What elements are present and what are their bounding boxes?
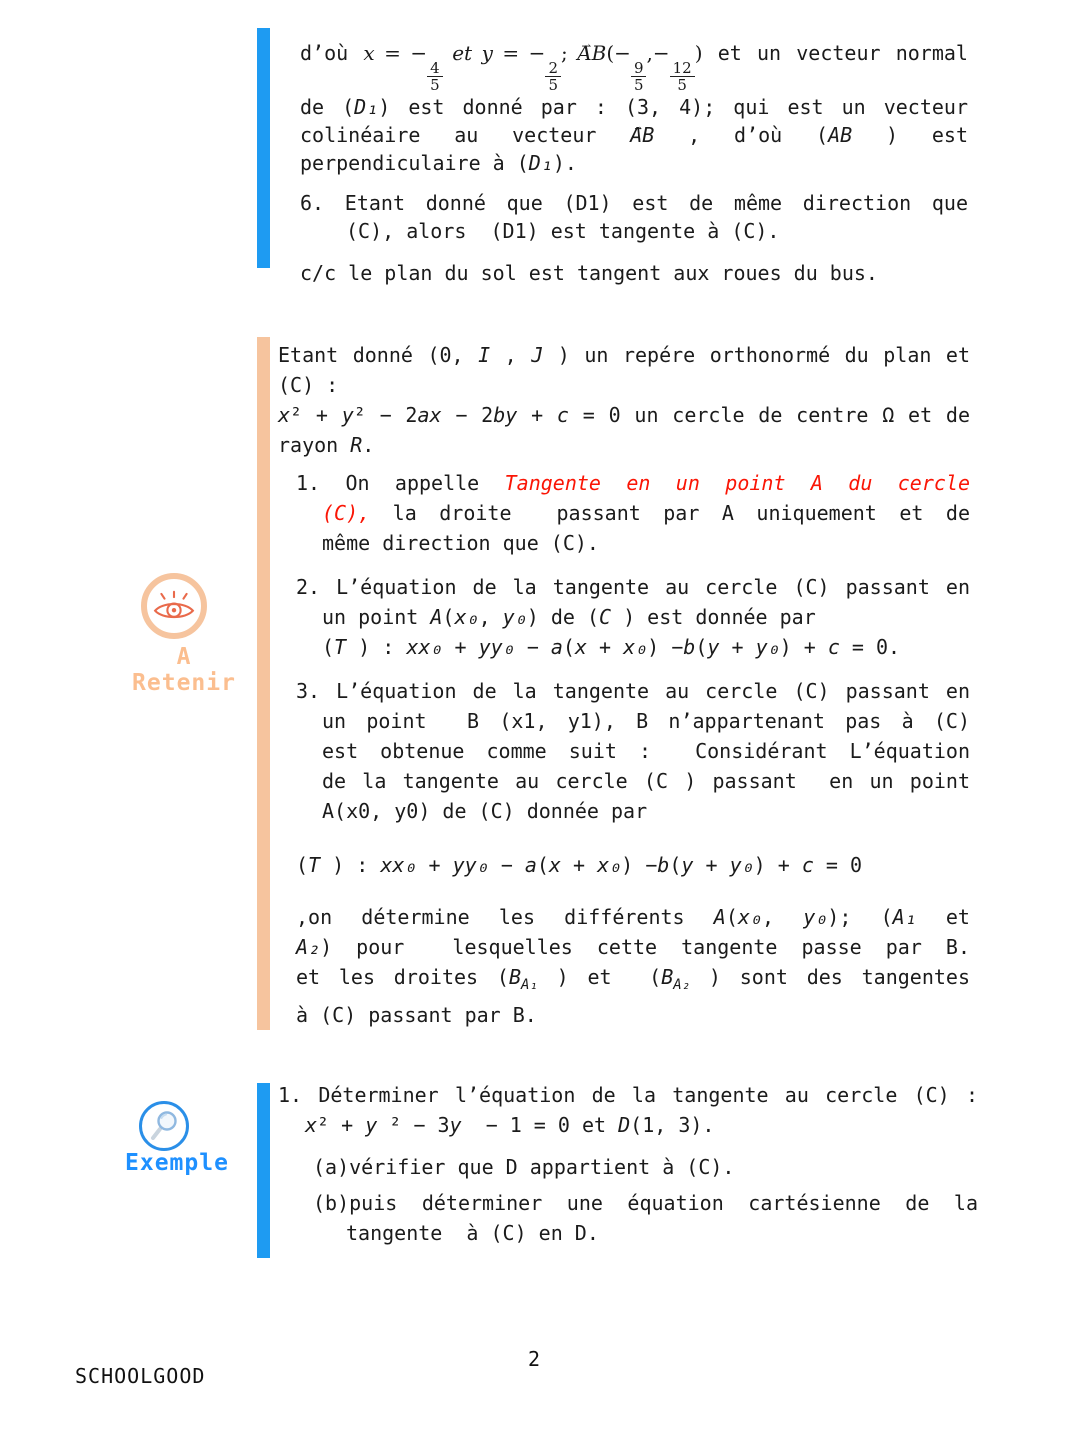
text-run: ,− (646, 41, 670, 65)
text-line (300, 189, 968, 217)
text-run: ) est donnée par (611, 605, 816, 629)
text-run: xx₀ (380, 853, 417, 877)
text-run: ( (322, 635, 335, 659)
text-line (278, 902, 970, 932)
text-line (300, 149, 968, 177)
exemple-text-block (278, 1080, 978, 1248)
text-run: ) − (621, 853, 658, 877)
text-run: ) sont des tangentes (690, 965, 970, 989)
text-run: colinéaire au vecteur (300, 123, 631, 148)
text-run: C (599, 605, 612, 629)
text-line (278, 1152, 978, 1182)
text-run: ). (552, 151, 577, 176)
text-run: (1, 3). (630, 1113, 715, 1137)
text-run: y₀ (803, 905, 828, 929)
text-line (300, 121, 968, 149)
accent-bar-exemple (257, 1083, 270, 1258)
text-run: x (278, 403, 291, 427)
text-line (278, 632, 970, 662)
text-run: , (478, 605, 503, 629)
text-run: , d’où ( (654, 123, 829, 148)
text-run: a (550, 635, 563, 659)
text-run: T (308, 853, 321, 877)
text-run: + (560, 853, 598, 877)
text-run: c/c le plan du sol est tangent aux roues du bus. (300, 261, 878, 286)
text-run: I (478, 343, 491, 367)
text-run: ) pour lesquelles cette tangente passe par B. (320, 935, 970, 959)
text-run: + (416, 853, 453, 877)
text-run: et les droites ( (296, 965, 509, 989)
text-run: + (693, 853, 730, 877)
text-run: (a)vérifier que D appartient à (C). (313, 1155, 735, 1179)
text-run: y (681, 853, 694, 877)
text-run: B (508, 965, 521, 989)
text-run: x (574, 635, 587, 659)
text-line (278, 1110, 978, 1140)
text-run: + (719, 635, 756, 659)
text-run: y (365, 1113, 378, 1137)
text-run: ) et ( (537, 965, 662, 989)
text-run: . (362, 433, 375, 457)
text-run: (C), alors (D1) est tangente à (C). (346, 219, 780, 244)
text-run: − 1 = 0 et (461, 1113, 619, 1137)
text-run: ² − 3 (377, 1113, 450, 1137)
text-run: 1. On appelle (296, 471, 505, 495)
text-run: ) + (779, 635, 828, 659)
text-run: J (531, 343, 544, 367)
text-run: y₀ (502, 605, 527, 629)
text-run: c (801, 853, 814, 877)
text-line (300, 30, 968, 93)
text-run: A₁ (892, 905, 917, 929)
text-line (300, 259, 968, 287)
text-run: A₂ (296, 935, 321, 959)
text-run: ax (417, 403, 442, 427)
text-line (278, 370, 970, 400)
text-run: est obtenue comme suit : Considérant L’équation (322, 739, 970, 763)
text-line (278, 468, 970, 498)
text-run: un point (322, 605, 431, 629)
text-run: T (334, 635, 347, 659)
text-run: (C), (322, 501, 371, 525)
text-run: + (586, 635, 624, 659)
text-run: yy₀ (478, 635, 515, 659)
text-line (278, 1080, 978, 1110)
text-line (278, 850, 970, 880)
text-run: D (618, 1113, 631, 1137)
text-run: ,on détermine les différents (296, 905, 714, 929)
text-run: by (493, 403, 518, 427)
text-run: B (661, 965, 674, 989)
text-run: y₀ (755, 635, 780, 659)
text-run: , (490, 343, 532, 367)
text-run: x₀ (597, 853, 622, 877)
text-run: de ( (300, 95, 355, 120)
accent-bar-solution (257, 28, 270, 268)
magnifier-icon-glyph (147, 1109, 181, 1143)
text-run: x = − (363, 41, 428, 65)
text-run: à (C) passant par B. (296, 1002, 537, 1027)
footer-brand: SCHOOLGOOD (75, 1364, 206, 1388)
text-line (278, 1188, 978, 1218)
text-run: y₀ (729, 853, 754, 877)
text-line (300, 217, 968, 245)
text-run: = 0. (839, 635, 901, 659)
text-line (278, 766, 970, 796)
text-line (278, 962, 970, 1000)
text-run: rayon (278, 433, 351, 457)
text-run: et y = − (442, 41, 546, 65)
text-run: ( (296, 853, 309, 877)
magnifier-icon (139, 1101, 189, 1151)
text-run: ( (695, 635, 708, 659)
text-line (278, 498, 970, 528)
text-run: ² − 2 (353, 403, 418, 427)
text-line (278, 340, 970, 370)
text-run: Etant donné (0, (278, 343, 479, 367)
text-line (278, 528, 970, 558)
text-run: b (683, 635, 696, 659)
text-run: A₁ (520, 976, 538, 993)
fraction: $\frac{12}{5}$ (670, 60, 695, 93)
text-run: Tangente en un point A du cercle (504, 471, 971, 495)
page-number: 2 (528, 1347, 541, 1371)
text-run: (b)puis déterminer une équation cartésienne de la (313, 1191, 978, 1215)
text-run: ; (560, 41, 578, 65)
text-run: ) : (346, 635, 407, 659)
text-run: x₀ (454, 605, 479, 629)
text-run: A (713, 905, 726, 929)
text-run: et un vecteur normal (702, 41, 968, 65)
text-run: ); ( (827, 905, 893, 929)
text-line (278, 400, 970, 430)
text-run: − (514, 635, 551, 659)
text-run: y (449, 1113, 462, 1137)
text-run: (C) : (278, 373, 339, 397)
text-run: A (430, 605, 443, 629)
text-run: xx₀ (406, 635, 443, 659)
text-run: x (305, 1113, 318, 1137)
text-run: ) est (852, 123, 969, 148)
text-run: ) de ( (526, 605, 599, 629)
text-run: ² + (317, 1113, 366, 1137)
text-run: ( (669, 853, 682, 877)
text-run: un point B (x1, y1), B n’appartenant pas à (C) (322, 709, 970, 733)
text-run: 1. Déterminer l’équation de la tangente au cercle (C) : (278, 1083, 978, 1107)
fraction: $\frac{9}{5}$ (631, 60, 647, 93)
text-run: ² + (290, 403, 342, 427)
text-run: ( (725, 905, 738, 929)
text-run: = 0 (813, 853, 863, 877)
text-run: ) est donné par : (3, 4); qui est un vecteur (378, 95, 968, 120)
text-run: + (442, 635, 479, 659)
text-run: AB (828, 123, 853, 148)
text-run: R (350, 433, 363, 457)
text-run: perpendiculaire à ( (300, 151, 529, 176)
text-run: + (517, 403, 557, 427)
text-run: A(x0, y0) de (C) donnée par (322, 799, 648, 823)
text-run: A₂ (673, 976, 691, 993)
text-run: ) − (647, 635, 684, 659)
text-run: ) (694, 41, 703, 65)
text-run: c (827, 635, 840, 659)
text-run: x (548, 853, 561, 877)
text-run: x₀ (737, 905, 762, 929)
text-run: ) : (320, 853, 381, 877)
accent-bar-retenir (257, 337, 270, 1030)
text-run: ) + (753, 853, 802, 877)
text-run: la droite passant par A uniquement et de (370, 501, 970, 525)
text-run: = 0 un cercle de centre Ω et de (568, 403, 970, 427)
text-line (278, 602, 970, 632)
text-run: même direction que (C). (322, 531, 599, 555)
text-run: AB ⇀ (630, 121, 654, 149)
fraction: $\frac{2}{5}$ (545, 60, 561, 93)
retenir-text-block (278, 340, 970, 1030)
text-line (278, 736, 970, 766)
text-run: ( (562, 635, 575, 659)
text-run: D₁ (528, 151, 553, 176)
text-line (278, 1000, 970, 1030)
text-run: a (524, 853, 537, 877)
text-run: (− (606, 41, 631, 65)
text-line (278, 430, 970, 460)
text-run: 3. L’équation de la tangente au cercle (C) passant en (296, 679, 970, 703)
text-run: ) un repére orthonormé du plan et (543, 343, 970, 367)
text-run: , (761, 905, 804, 929)
text-run: 6. Etant donné que (D1) est de même direction que (300, 191, 968, 216)
text-run: tangente à (C) en D. (346, 1221, 599, 1245)
text-line (278, 706, 970, 736)
text-run: et (916, 905, 970, 929)
text-run: ( (536, 853, 549, 877)
text-run: − 2 (441, 403, 494, 427)
text-run: yy₀ (452, 853, 489, 877)
text-line (278, 676, 970, 706)
fraction: $\frac{4}{5}$ (427, 60, 443, 93)
text-run: y (707, 635, 720, 659)
eye-icon-glyph (153, 590, 195, 622)
text-line (278, 572, 970, 602)
text-run: − (488, 853, 525, 877)
retenir-label: A Retenir (132, 644, 236, 696)
text-run: x₀ (623, 635, 648, 659)
text-run: de la tangente au cercle (C ) passant en un point (322, 769, 970, 793)
text-run: d’où (300, 41, 364, 65)
text-run: y (341, 403, 354, 427)
text-run: AB ⇀ (577, 30, 606, 76)
text-run: ( (442, 605, 455, 629)
text-line (278, 796, 970, 826)
solution-text-block (300, 30, 968, 287)
text-run: 2. L’équation de la tangente au cercle (C) passant en (296, 575, 970, 599)
text-line (278, 932, 970, 962)
eye-icon (141, 573, 207, 639)
text-run: b (657, 853, 670, 877)
text-line (278, 1218, 978, 1248)
exemple-label: Exemple (125, 1150, 229, 1176)
text-run: c (556, 403, 569, 427)
text-run: D₁ (354, 95, 379, 120)
